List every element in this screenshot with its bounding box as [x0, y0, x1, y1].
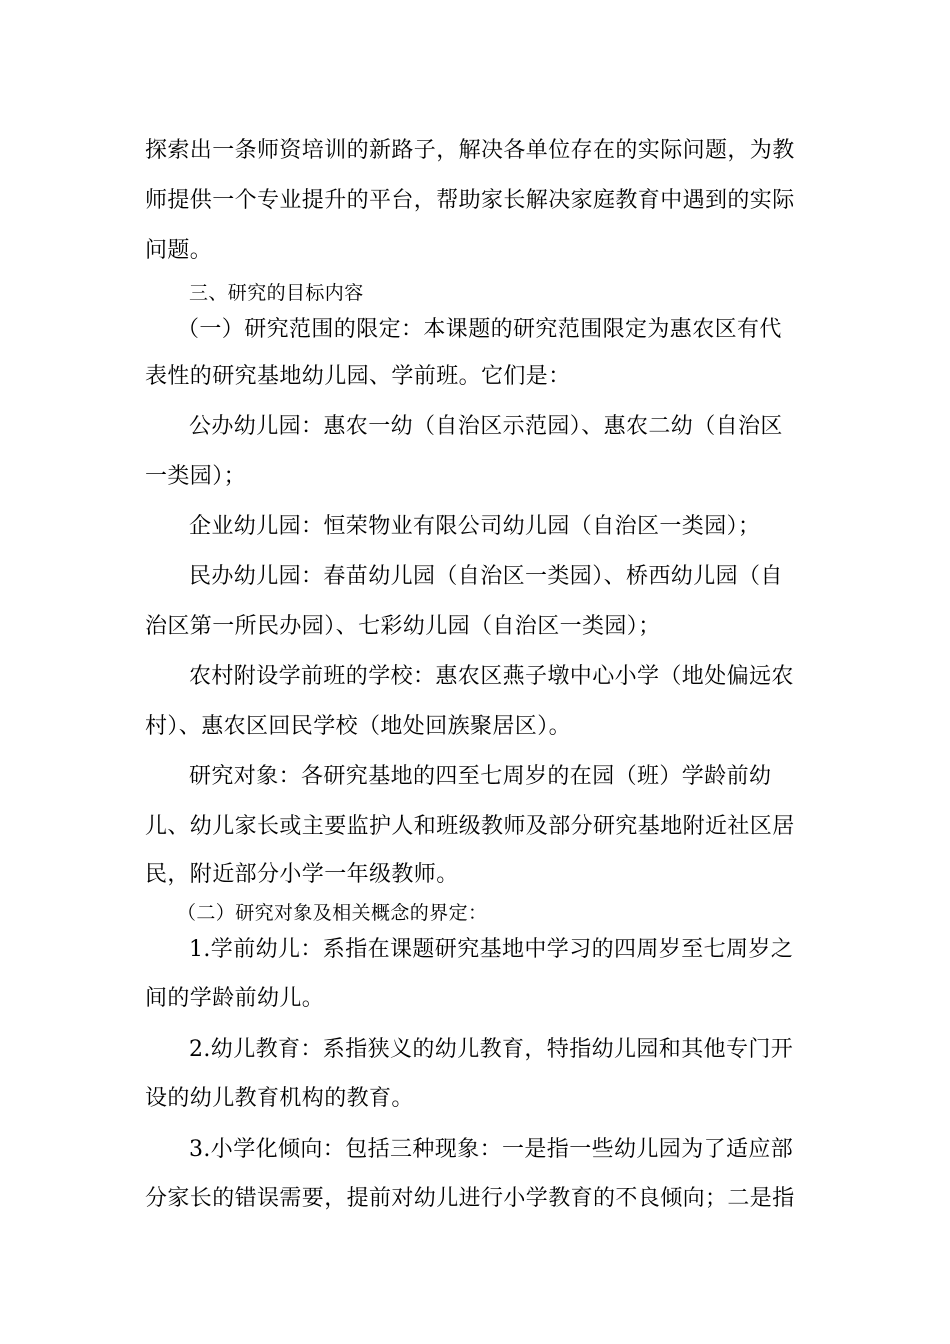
paragraph-line: 设的幼儿教育机构的教育。 [145, 1086, 414, 1111]
paragraph-line: 民办幼儿园：春苗幼儿园（自治区一类园）、桥西幼儿园（自 [189, 564, 783, 589]
paragraph-line: 农村附设学前班的学校：惠农区燕子墩中心小学（地处偏远农 [189, 664, 794, 689]
section-heading: 三、研究的目标内容 [189, 282, 364, 304]
paragraph-line: （一）研究范围的限定：本课题的研究范围限定为惠农区有代 [177, 317, 782, 342]
paragraph-line: 民，附近部分小学一年级教师。 [145, 862, 459, 887]
paragraph-line: 1.学前幼儿：系指在课题研究基地中学习的四周岁至七周岁之 [189, 937, 794, 962]
paragraph-line: 表性的研究基地幼儿园、学前班。它们是： [145, 364, 571, 389]
paragraph-line: 问题。 [145, 238, 213, 263]
paragraph-line: 研究对象：各研究基地的四至七周岁的在园（班）学龄前幼 [189, 764, 772, 789]
paragraph-line: 分家长的错误需要，提前对幼儿进行小学教育的不良倾向；二是指 [145, 1186, 795, 1211]
paragraph-line: 间的学龄前幼儿。 [145, 986, 325, 1011]
paragraph-line: 一类园）； [145, 464, 247, 489]
paragraph-line: 治区第一所民办园）、七彩幼儿园（自治区一类园）； [145, 614, 661, 639]
paragraph-line: 儿、幼儿家长或主要监护人和班级教师及部分研究基地附近社区居 [145, 814, 795, 839]
section-subheading: （二）研究对象及相关概念的界定： [177, 902, 488, 924]
paragraph-line: 村）、惠农区回民学校（地处回族聚居区）。 [145, 714, 572, 739]
paragraph-line: 公办幼儿园：惠农一幼（自治区示范园）、惠农二幼（自治区 [189, 414, 783, 439]
paragraph-line: 师提供一个专业提升的平台，帮助家长解决家庭教育中遇到的实际 [145, 188, 795, 213]
paragraph-line: 探索出一条师资培训的新路子，解决各单位存在的实际问题，为教 [145, 138, 795, 163]
paragraph-line: 2.幼儿教育：系指狭义的幼儿教育，特指幼儿园和其他专门开 [189, 1037, 794, 1062]
paragraph-line: 企业幼儿园：恒荣物业有限公司幼儿园（自治区一类园）； [189, 514, 761, 539]
paragraph-line: 3.小学化倾向：包括三种现象：一是指一些幼儿园为了适应部 [189, 1137, 794, 1162]
